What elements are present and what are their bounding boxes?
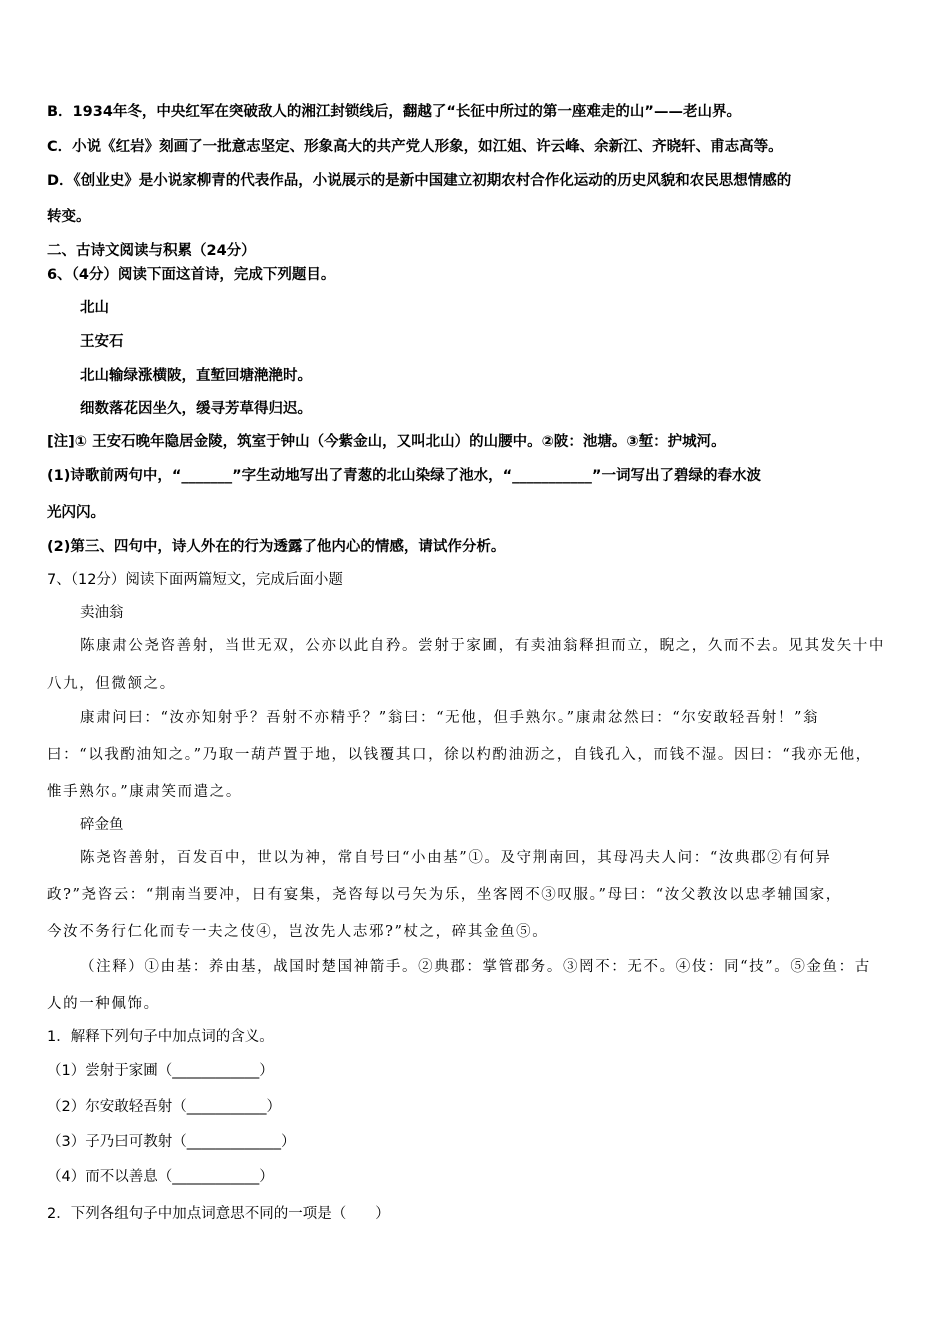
text1-p2-line1: 康肃问曰：“汝亦知射乎？吾射不亦精乎？”翁曰：“无他，但手熟尔。”康肃忿然曰：“尔安敢轻吾射！”翁: [80, 710, 820, 726]
question-7-stem: 7、（12分）阅读下面两篇短文，完成后面小题: [47, 572, 343, 588]
question-6-stem: 6、（4分）阅读下面这首诗，完成下列题目。: [47, 267, 336, 283]
option-d-line1: D．《创业史》是小说家柳青的代表作品，小说展示的是新中国建立初期农村合作化运动的历史风貌和农民思想情感的: [47, 173, 792, 189]
text2-p1-line3: 今汝不务行仁化而专一夫之伎④，岂汝先人志邪?”杖之，碎其金鱼⑤。: [47, 924, 549, 940]
q6-sub1-line2: 光闪闪。: [47, 505, 105, 521]
poem-author: 王安石: [80, 333, 124, 350]
q7-sub2-stem: 2．下列各组句子中加点词意思不同的一项是（ ）: [47, 1206, 390, 1222]
q6-sub1-line1: (1)诗歌前两句中，“_______”字生动地写出了青葱的北山染绿了池水，“___________”一词写出了碧绿的春水波: [47, 468, 761, 484]
q7-sub1-item-3: （3）子乃曰可教射（_____________）: [47, 1134, 296, 1150]
poem-line-1: 北山输绿涨横陂，直堑回塘滟滟时。: [80, 367, 312, 384]
text1-p1-line1: 陈康肃公尧咨善射，当世无双，公亦以此自矜。尝射于家圃，有卖油翁释担而立，睨之，久而不去。见其发矢十中: [80, 638, 885, 654]
text2-title: 碎金鱼: [80, 817, 124, 833]
notes-line1: （注释）①由基：养由基，战国时楚国神箭手。②典郡：掌管郡务。③罔不：无不。④伎：同“技”。⑤金鱼：古: [80, 959, 871, 975]
poem-title: 北山: [80, 299, 109, 316]
notes-line2: 人的一种佩饰。: [47, 996, 160, 1012]
poem-note: [注]① 王安石晚年隐居金陵，筑室于钟山（今紫金山，又叫北山）的山腰中。②陂：池塘。③堑：护城河。: [47, 434, 726, 450]
option-d-line2: 转变。: [47, 209, 91, 225]
q7-sub1-item-2: （2）尔安敢轻吾射（___________）: [47, 1099, 281, 1115]
section-title: 二、古诗文阅读与积累（24分）: [47, 243, 256, 259]
option-c: C．小说《红岩》刻画了一批意志坚定、形象高大的共产党人形象，如江姐、许云峰、余新江、齐晓轩、甫志高等。: [47, 139, 783, 155]
text1-title: 卖油翁: [80, 605, 124, 621]
text1-p2-line2: 曰：“以我酌油知之。”乃取一葫芦置于地，以钱覆其口，徐以杓酌油沥之，自钱孔入，而钱不湿。因曰：“我亦无他，: [47, 747, 872, 763]
q7-sub1-item-4: （4）而不以善息（____________）: [47, 1169, 274, 1185]
q7-sub1-item-1: （1）尝射于家圃（____________）: [47, 1063, 274, 1079]
poem-line-2: 细数落花因坐久，缓寻芳草得归迟。: [80, 400, 312, 417]
text1-p1-line2: 八九，但微颔之。: [47, 676, 176, 692]
text1-p2-line3: 惟手熟尔。”康肃笑而遣之。: [47, 784, 242, 800]
q7-sub1-stem: 1．解释下列句子中加点词的含义。: [47, 1029, 274, 1045]
text2-p1-line2: 政?”尧咨云：“荆南当要冲，日有宴集，尧咨每以弓矢为乐，坐客罔不③叹服。”母曰：“汝父教汝以忠孝辅国家，: [47, 887, 842, 903]
option-b: B．1934年冬，中央红军在突破敌人的湘江封锁线后，翻越了“长征中所过的第一座难走的山”——老山界。: [47, 104, 741, 120]
q6-sub2: (2)第三、四句中，诗人外在的行为透露了他内心的情感，请试作分析。: [47, 539, 506, 555]
text2-p1-line1: 陈尧咨善射，百发百中，世以为神，常自号曰“小由基”①。及守荆南回，其母冯夫人问：“汝典郡②有何异: [80, 850, 832, 866]
